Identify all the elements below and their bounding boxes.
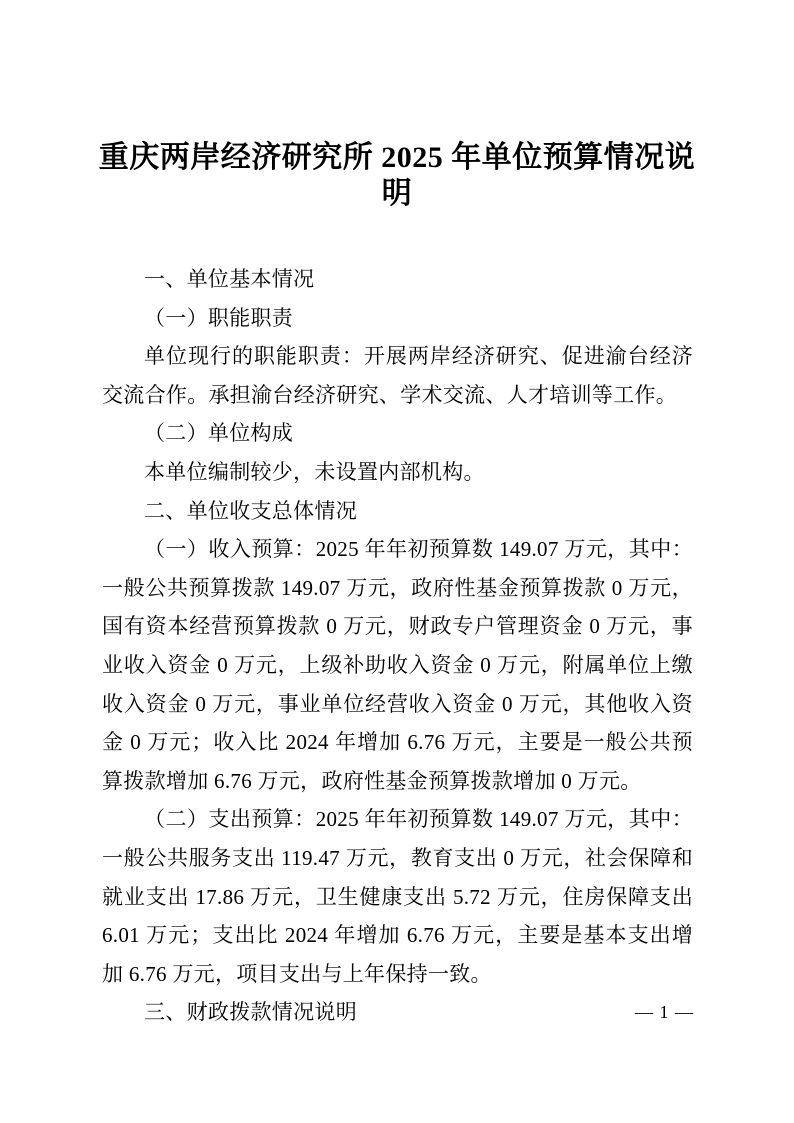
paragraph-revenue-budget: （一）收入预算：2025 年年初预算数 149.07 万元，其中：一般公共预算拨款 149.07 万元，政府性基金预算拨款 0 万元，国有资本经营预算拨款 0 万元，财政专户管理资金 0 万元，事业收入资金 0 万元，上级补助收入资金 0 万元，附属单位上缴收入资金 0 万元，事业单位经营收入资金 0 万元，其他收入资金 0 万元；收入比 2024 年增加 6.76 万元，主要是一般公共预算拨款增加 6.76 万元，政府性基金预算拨款增加 0 万元。 bbox=[102, 537, 693, 793]
paragraph-expenditure-budget: （二）支出预算：2025 年年初预算数 149.07 万元，其中：一般公共服务支出 119.47 万元，教育支出 0 万元，社会保障和就业支出 17.86 万元，卫生健康支出 5.72 万元，住房保障支出 6.01 万元；支出比 2024 年增加 6.76 万元，主要是基本支出增加 6.76 万元，项目支出与上年保持一致。 bbox=[102, 807, 693, 986]
subsection-heading-composition: （二）单位构成 bbox=[144, 421, 294, 446]
section-heading-fiscal-appropriation: 三、财政拨款情况说明 bbox=[144, 1000, 357, 1025]
subsection-heading-duties: （一）职能职责 bbox=[144, 305, 294, 330]
section-heading-unit-basic-info: 一、单位基本情况 bbox=[144, 267, 315, 291]
section-heading-revenue-expenditure: 二、单位收支总体情况 bbox=[144, 498, 357, 523]
paragraph-composition: 本单位编制较少，未设置内部机构。 bbox=[144, 459, 485, 484]
paragraph-duties: 单位现行的职能职责：开展两岸经济研究、促进渝台经济交流合作。承担渝台经济研究、学术交流、人才培训等工作。 bbox=[102, 344, 693, 407]
page-number: — 1 — bbox=[635, 1002, 694, 1022]
document-body bbox=[102, 260, 693, 1032]
document-title: 重庆两岸经济研究所 2025 年单位预算情况说明 bbox=[98, 141, 696, 210]
